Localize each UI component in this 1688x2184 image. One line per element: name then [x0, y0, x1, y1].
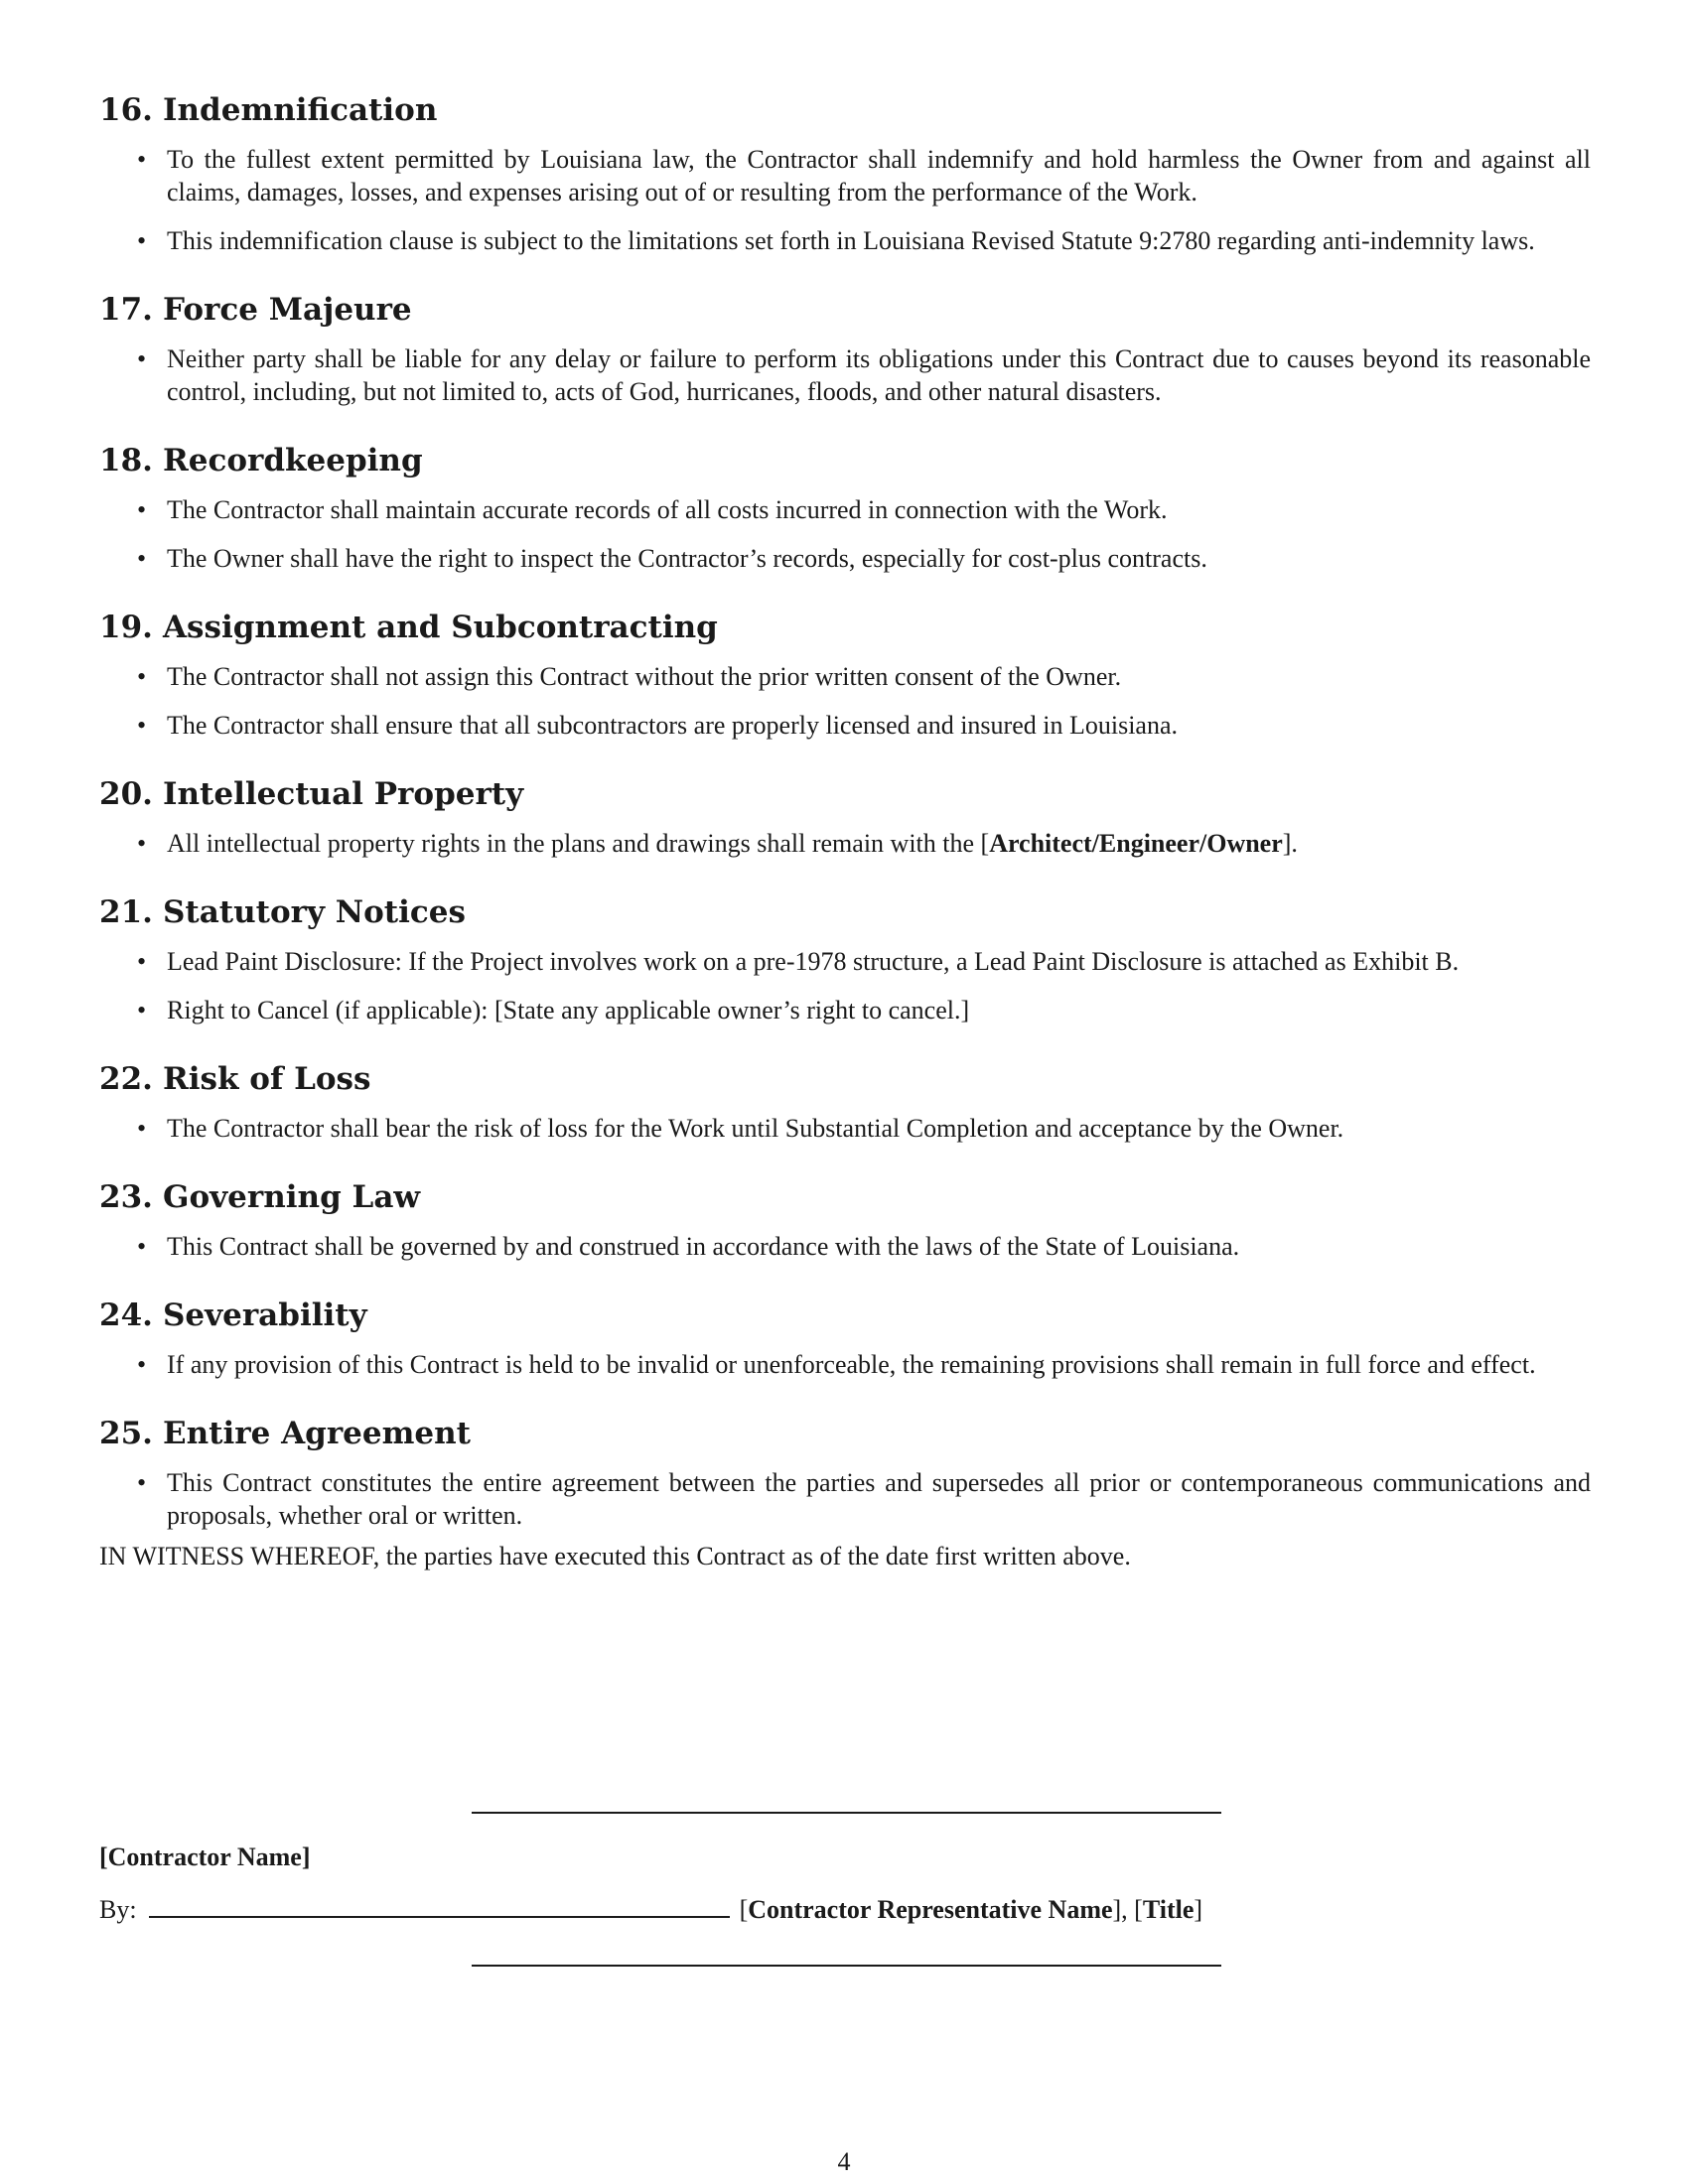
bullet-icon: •	[137, 662, 147, 691]
section-heading	[99, 1178, 1591, 1216]
page-number: 4	[837, 2147, 851, 2176]
rep-bracket-open: [	[739, 1895, 749, 1924]
list-item-text: All intellectual property rights in the plans and drawings shall remain with the [	[167, 829, 990, 858]
section-number: 25.	[99, 1416, 153, 1451]
list-item	[99, 342, 1591, 408]
section-22-risk-of-loss	[99, 1060, 1591, 1145]
section-title: Risk of Loss	[163, 1061, 371, 1097]
list-item-text: The Contractor shall ensure that all subcontractors are properly licensed and insured in Louisiana.	[167, 711, 1178, 740]
list-item-text: This indemnification clause is subject to the limitations set forth in Louisiana Revised Statute 9:2780 regarding anti-indemnity laws.	[167, 226, 1535, 255]
section-number: 24.	[99, 1297, 153, 1333]
bullet-list	[99, 1230, 1591, 1263]
section-number: 18.	[99, 443, 153, 478]
list-item	[99, 709, 1591, 742]
bullet-icon: •	[137, 344, 147, 373]
by-label: By:	[99, 1895, 137, 1924]
section-24-severability	[99, 1297, 1591, 1381]
list-item-text: Right to Cancel (if applicable): [State any applicable owner’s right to cancel.]	[167, 996, 970, 1024]
bullet-icon: •	[137, 544, 147, 573]
section-number: 16.	[99, 92, 153, 128]
section-title: Statutory Notices	[163, 894, 466, 930]
list-item	[99, 994, 1591, 1026]
signature-by-row	[99, 1890, 1202, 1926]
section-18-recordkeeping	[99, 442, 1591, 575]
section-heading	[99, 1415, 1591, 1452]
section-number: 17.	[99, 292, 153, 328]
signature-line-top	[472, 1812, 1221, 1814]
section-title: Intellectual Property	[163, 776, 524, 812]
section-heading	[99, 291, 1591, 329]
list-item-text: Lead Paint Disclosure: If the Project involves work on a pre-1978 structure, a Lead Paint Disclosure is attached as Exhibit B.	[167, 947, 1460, 976]
section-title: Indemnification	[163, 92, 438, 128]
section-title: Entire Agreement	[163, 1416, 471, 1451]
signature-line-bottom	[472, 1965, 1221, 1967]
section-heading	[99, 609, 1591, 646]
section-heading	[99, 442, 1591, 479]
section-number: 19.	[99, 610, 153, 645]
section-21-statutory-notices	[99, 893, 1591, 1026]
bullet-icon: •	[137, 947, 147, 976]
witness-statement: IN WITNESS WHEREOF, the parties have executed this Contract as of the date first written above.	[99, 1542, 1131, 1570]
section-heading	[99, 775, 1591, 813]
bullet-list	[99, 1466, 1591, 1532]
section-23-governing-law	[99, 1178, 1591, 1263]
section-19-assignment	[99, 609, 1591, 742]
bullet-list	[99, 945, 1591, 1026]
list-item-text: To the fullest extent permitted by Louisiana law, the Contractor shall indemnify and hold harmless the Owner from and against all claims, damages, losses, and expenses arising out of or resulting from the performance of the Work.	[167, 145, 1591, 206]
list-item	[99, 827, 1591, 860]
signature-blank	[149, 1890, 730, 1918]
placeholder-party: Architect/Engineer/Owner	[989, 829, 1283, 858]
list-item	[99, 1348, 1591, 1381]
bullet-list	[99, 1112, 1591, 1145]
bullet-icon: •	[137, 145, 147, 174]
list-item	[99, 1466, 1591, 1532]
section-title: Recordkeeping	[163, 443, 423, 478]
section-heading	[99, 1297, 1591, 1334]
bullet-list	[99, 342, 1591, 408]
list-item	[99, 143, 1591, 208]
section-number: 22.	[99, 1061, 153, 1097]
bullet-list	[99, 493, 1591, 575]
section-title: Governing Law	[163, 1179, 421, 1215]
list-item-text: This Contract shall be governed by and construed in accordance with the laws of the State of Louisiana.	[167, 1232, 1240, 1261]
rep-bracket-close: ]	[1194, 1895, 1203, 1924]
bullet-icon: •	[137, 829, 147, 858]
contractor-name: [Contractor Name]	[99, 1843, 311, 1871]
section-title: Assignment and Subcontracting	[163, 610, 718, 645]
section-17-force-majeure	[99, 291, 1591, 408]
list-item-text: If any provision of this Contract is held to be invalid or unenforceable, the remaining provisions shall remain in full force and effect.	[167, 1350, 1536, 1379]
list-item	[99, 945, 1591, 978]
section-number: 21.	[99, 894, 153, 930]
bullet-list	[99, 660, 1591, 742]
section-heading	[99, 893, 1591, 931]
list-item-text: This Contract constitutes the entire agreement between the parties and supersedes all prior or contemporaneous communications and proposals, whether oral or written.	[167, 1468, 1591, 1530]
list-item	[99, 1230, 1591, 1263]
rep-separator: ], [	[1112, 1895, 1143, 1924]
list-item-text: The Contractor shall not assign this Contract without the prior written consent of the Owner.	[167, 662, 1122, 691]
list-item-text-end: ].	[1282, 829, 1298, 858]
section-16-indemnification	[99, 91, 1591, 257]
representative-title-placeholder: Title	[1142, 1895, 1195, 1924]
list-item	[99, 542, 1591, 575]
section-heading	[99, 1060, 1591, 1098]
bullet-icon: •	[137, 1114, 147, 1143]
list-item-text: The Contractor shall maintain accurate records of all costs incurred in connection with the Work.	[167, 495, 1168, 524]
bullet-list	[99, 1348, 1591, 1381]
list-item-text: The Contractor shall bear the risk of loss for the Work until Substantial Completion and acceptance by the Owner.	[167, 1114, 1344, 1143]
section-20-intellectual-property	[99, 775, 1591, 860]
bullet-icon: •	[137, 711, 147, 740]
list-item	[99, 493, 1591, 526]
bullet-icon: •	[137, 1350, 147, 1379]
section-25-entire-agreement	[99, 1415, 1591, 1532]
list-item	[99, 660, 1591, 693]
list-item	[99, 224, 1591, 257]
document-page	[99, 91, 1591, 1598]
section-number: 23.	[99, 1179, 153, 1215]
section-title: Force Majeure	[163, 292, 412, 328]
bullet-icon: •	[137, 1468, 147, 1497]
list-item-text: The Owner shall have the right to inspect the Contractor’s records, especially for cost-plus contracts.	[167, 544, 1207, 573]
list-item	[99, 1112, 1591, 1145]
bullet-icon: •	[137, 226, 147, 255]
list-item-text: Neither party shall be liable for any delay or failure to perform its obligations under this Contract due to causes beyond its reasonable control, including, but not limited to, acts of God, hurricanes, floods, and other natural disasters.	[167, 344, 1591, 406]
section-title: Severability	[163, 1297, 367, 1333]
section-number: 20.	[99, 776, 153, 812]
bullet-icon: •	[137, 495, 147, 524]
bullet-icon: •	[137, 996, 147, 1024]
bullet-list	[99, 827, 1591, 860]
section-heading	[99, 91, 1591, 129]
bullet-icon: •	[137, 1232, 147, 1261]
bullet-list	[99, 143, 1591, 257]
representative-name-placeholder: Contractor Representative Name	[748, 1895, 1113, 1924]
